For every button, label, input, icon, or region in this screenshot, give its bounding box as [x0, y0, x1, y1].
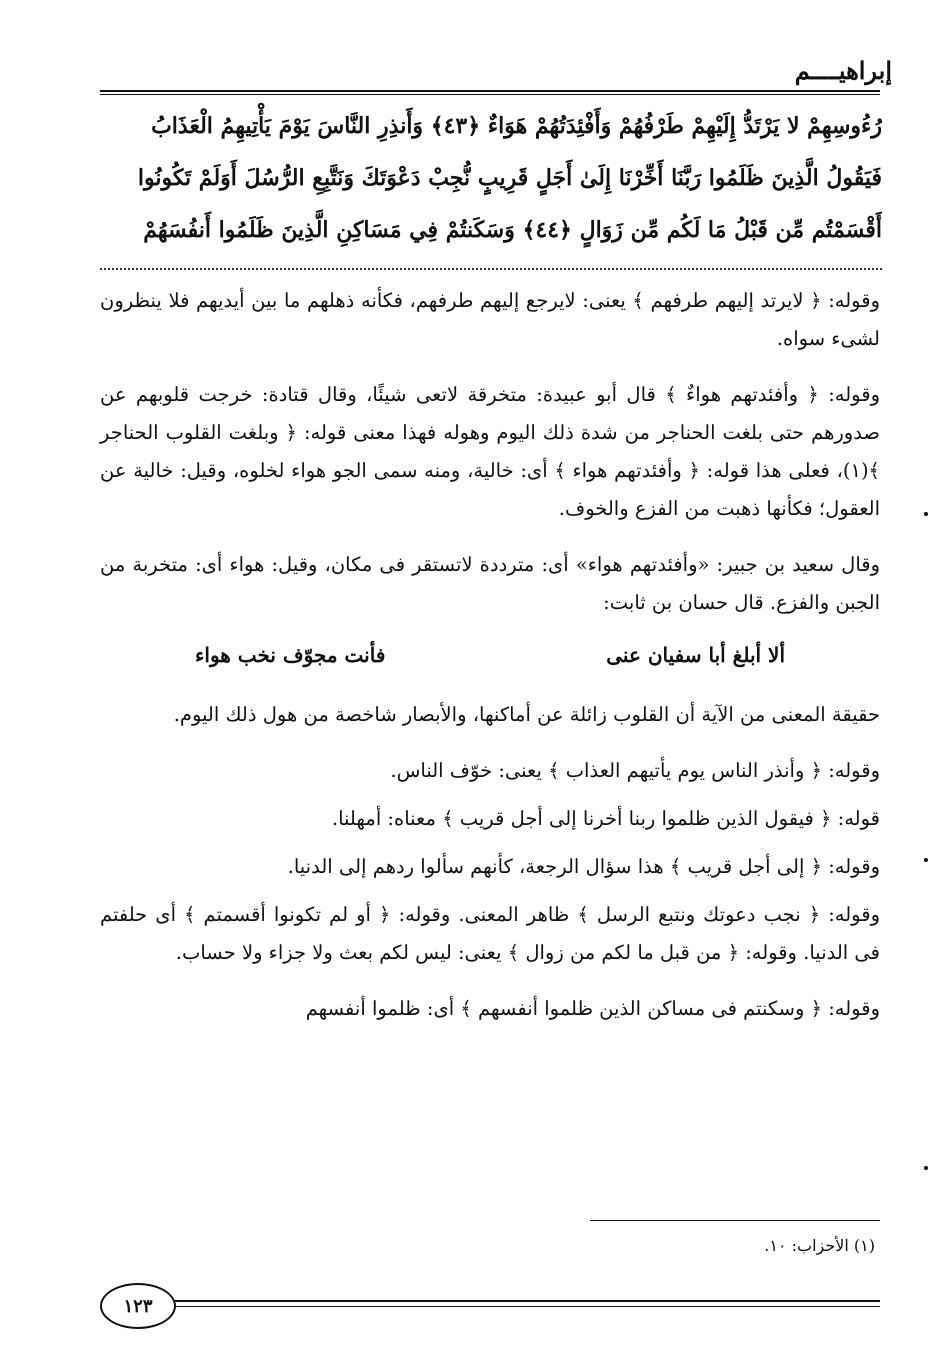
paragraph: وقوله: ﴿ وأفئدتهم هواءٌ ﴾ قال أبو عبيدة: متخرقة لاتعى شيئًا، وقال قتادة: خرجت قلوبهم عن صدورهم حتى بلغت الحناجر من شدة ذلك اليوم وهوله فهذا معنى قوله: ﴿ وبلغت القلوب الحناجر ﴾(١)، فعلى هذا قوله: ﴿ وأفئدتهم هواء ﴾ أى: خالية، ومنه سمى الجو هواء لخلوه، وقيل: خالية عن العقول؛ فكأنها ذهبت من الفزع والخوف.	[100, 383, 880, 520]
margin-dot	[924, 1166, 928, 1170]
paragraph: وقوله: ﴿ إلى أجل قريب ﴾ هذا سؤال الرجعة، كأنهم سألوا ردهم إلى الدنيا.	[287, 855, 880, 878]
page-number: ١٢٣	[100, 1283, 176, 1329]
chapter-title: إبراهيــــم	[794, 56, 892, 85]
header-rule	[100, 90, 880, 92]
poem-first-hemistich: ألا أبلغ أبا سفيان عنى	[606, 643, 785, 667]
verse-line: فَيَقُولُ الَّذِينَ ظَلَمُوا رَبَّنَا أَخِّرْنَا إِلَىٰ أَجَلٍ قَرِيبٍ نُّجِبْ دَعْوَتَكَ وَنَتَّبِعِ الرُّسُلَ أَوَلَمْ تَكُونُوا	[137, 165, 882, 191]
paragraph: وقوله: ﴿ وسكنتم فى مساكن الذين ظلموا أنفسهم ﴾ أى: ظلموا أنفسهم	[305, 997, 880, 1020]
verse-line: رُءُوسِهِمْ لا يَرْتَدُّ إِلَيْهِمْ طَرْفُهُمْ وَأَفْئِدَتُهُمْ هَوَاءٌ ﴿٤٣﴾ وَأَنذِرِ النَّاسَ يَوْمَ يَأْتِيهِمُ الْعَذَابُ	[151, 113, 882, 139]
paragraph: وقال سعيد بن جبير: «وأفئدتهم هواء» أى: مترددة لاتستقر فى مكان، وقيل: هواء أى: متخربة من الجبن والفزع. قال حسان بن ثابت:	[100, 553, 880, 614]
footnote-rule	[590, 1220, 880, 1221]
verse-line: أَقْسَمْتُم مِّن قَبْلُ مَا لَكُم مِّن زَوَالٍ ﴿٤٤﴾ وَسَكَنتُمْ فِي مَسَاكِنِ الَّذِينَ ظَلَمُوا أَنفُسَهُمْ	[143, 217, 882, 243]
paragraph: وقوله: ﴿ نجب دعوتك ونتبع الرسل ﴾ ظاهر المعنى. وقوله: ﴿ أو لم تكونوا أقسمتم ﴾ أى حلفتم فى الدنيا. وقوله: ﴿ من قبل ما لكم من زوال ﴾ يعنى: ليس لكم بعث ولا جزاء ولا حساب.	[100, 903, 880, 964]
footnote: (١) الأحزاب: ١٠.	[764, 1236, 875, 1255]
paragraph: وقوله: ﴿ لايرتد إليهم طرفهم ﴾ يعنى: لايرجع إليهم طرفهم، فكأنه ذهلهم ما بين أيديهم فلا ينظرون لشىء سواه.	[100, 289, 880, 350]
footer-rule	[175, 1300, 880, 1302]
paragraph: قوله: ﴿ فيقول الذين ظلموا ربنا أخرنا إلى أجل قريب ﴾ معناه: أمهلنا.	[331, 807, 880, 830]
margin-dot	[924, 512, 928, 516]
margin-dot	[924, 858, 928, 862]
poem-second-hemistich: فأنت مجوّف نخب هواء	[195, 643, 386, 667]
verses-separator	[100, 268, 882, 270]
paragraph: وقوله: ﴿ وأنذر الناس يوم يأتيهم العذاب ﴾ يعنى: خوّف الناس.	[390, 759, 880, 782]
quran-verses	[95, 100, 882, 256]
footer-rule-thin	[175, 1306, 880, 1307]
header-rule-thin	[100, 94, 880, 95]
paragraph: حقيقة المعنى من الآية أن القلوب زائلة عن أماكنها، والأبصار شاخصة من هول ذلك اليوم.	[173, 703, 880, 726]
commentary-body	[100, 282, 880, 1046]
poem-verse	[100, 636, 880, 674]
